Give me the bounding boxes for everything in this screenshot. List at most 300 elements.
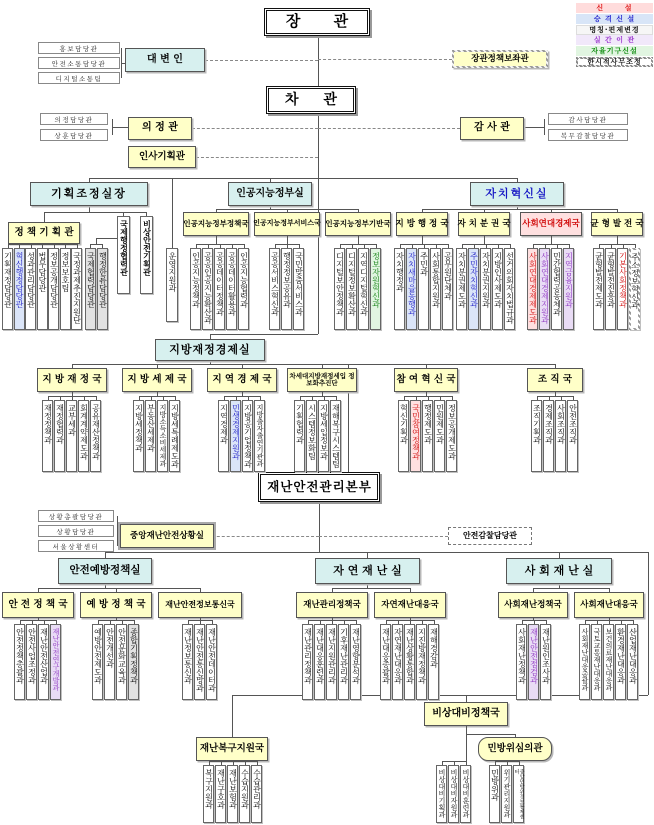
division-g_natural_resp-3: 지진방재정책과	[416, 624, 427, 700]
division-g_local_admin-3: 사회통합지원과	[430, 248, 441, 330]
connector-line	[110, 620, 111, 624]
division-g_social_policy-0: 사회재난정책과	[516, 624, 527, 700]
division-g_disaster_mgmt-3: 기후재난관리과	[338, 624, 349, 700]
connector-line	[599, 244, 600, 248]
division-g_org-3: 안전조직과	[567, 400, 578, 472]
connector-line	[519, 761, 520, 765]
division-g_balance-0: 균형발전제도과	[593, 248, 604, 330]
division-g_ai_policy-3: 공공데이터활용과	[226, 248, 237, 330]
connector-line	[534, 620, 535, 624]
bureau-g_recovery: 재난복구지원국	[196, 737, 268, 761]
staff-safety-inspector: 안전감찰담당관	[448, 527, 532, 545]
division-g_civil_defense-1: 위기관리지원과	[501, 765, 512, 823]
bureau-g_emergency: 비상대비정책국	[424, 702, 508, 726]
connector-line	[537, 396, 538, 400]
division-g_intl-0: 국제협력담당관	[85, 248, 96, 330]
division-g_region_econ-3: 지방출자출연기관과	[254, 400, 265, 472]
connector-line	[324, 396, 325, 400]
division-g_policy_plan-4: 정보공개담당관	[48, 248, 59, 330]
division-g_ops-0: 운영지원과	[166, 248, 178, 322]
office-o_jachi: 자치혁신실	[470, 182, 564, 206]
connector-line	[300, 396, 336, 397]
connector-line	[352, 244, 353, 248]
division-g_prevention-1: 안전개선과	[104, 624, 115, 700]
connector-line	[89, 178, 518, 179]
connector-line	[533, 244, 569, 245]
connector-line	[322, 392, 323, 396]
division-g_fiscal-4: 공유재산정책과	[90, 400, 101, 472]
division-g_emergency-2: 비상대비훈련과	[460, 765, 471, 823]
connector-line	[318, 59, 452, 60]
connector-line	[96, 238, 117, 239]
bureau-g_ai_service: 인공지능정부서비스국	[254, 212, 320, 236]
connector-line	[524, 127, 544, 128]
division-g_ai_service-0: 공공서비스혁신과	[269, 248, 280, 330]
division-g_balance-2: 기본사회정책과	[617, 248, 628, 330]
division-g_recovery-4: 수습관리과	[251, 765, 262, 823]
office-o_plan: 기획조정실장	[30, 182, 148, 206]
connector-line	[157, 392, 158, 396]
connector-line	[609, 618, 610, 620]
division-g_prevention-2: 안전문화교육과	[116, 624, 127, 700]
division-g_balance-3: 주소정보혁신과	[629, 248, 640, 330]
connector-line	[77, 244, 78, 248]
connector-line	[312, 396, 313, 400]
connector-line	[192, 128, 318, 129]
bureau-g_intl: 국제행정협력관	[117, 216, 130, 294]
division-g_participation-1: 국민참여정책과	[410, 400, 421, 472]
connector-line	[561, 396, 562, 400]
connector-line	[462, 244, 463, 248]
division-g_decentral-2: 자치분권지원과	[480, 248, 491, 330]
connector-line	[332, 588, 410, 589]
connector-line	[358, 236, 359, 244]
connector-line	[139, 396, 140, 400]
connector-line	[466, 695, 467, 702]
division-g_org-2: 사회조직과	[555, 400, 566, 472]
connector-line	[32, 620, 33, 624]
connector-line	[38, 618, 39, 620]
connector-line	[224, 396, 260, 397]
connector-line	[212, 620, 213, 624]
bureau-g_social_resp: 사회재난대응국	[574, 592, 644, 618]
bureau-g_decentral: 자 치 분 권 국	[458, 212, 510, 236]
division-g_balance-1: 균형발전진흥과	[605, 248, 616, 330]
division-g_org-1: 경제조직과	[543, 400, 554, 472]
aide-uijeong-1: 상훈담당관	[40, 129, 108, 141]
connector-line	[546, 620, 547, 624]
connector-line	[122, 620, 123, 624]
division-g_policy_plan-2: 성과관리담당관	[25, 248, 36, 330]
connector-line	[84, 396, 85, 400]
division-g_social_policy-2: 재난원인조사과	[540, 624, 551, 700]
connector-line	[617, 236, 618, 244]
division-g_local_admin-2: 주민과	[418, 248, 429, 330]
connector-line	[308, 620, 309, 624]
connector-line	[200, 618, 201, 620]
connector-line	[200, 620, 201, 624]
division-g_safety_policy-0: 안전정책총괄과	[14, 624, 25, 700]
division-g_social_policy-1: 재난안전점검과	[528, 624, 539, 700]
aide-spokesperson-2: 디지털소통팀	[38, 72, 120, 84]
division-g_fiscal-1: 재정협력과	[54, 400, 65, 472]
division-g_disaster_mgmt-4: 재난영향분석과	[350, 624, 361, 700]
connector-line	[404, 396, 405, 400]
connector-line	[287, 244, 288, 248]
connector-line	[205, 60, 318, 61]
staff-hr-planning: 인사기획관	[128, 146, 196, 168]
division-g_policy_plan-0: 기획재정담당관	[2, 248, 13, 330]
connector-line	[454, 761, 455, 765]
connector-line	[260, 396, 261, 400]
bureau-g_local_admin: 지 방 행 정 국	[396, 212, 448, 236]
connector-line	[210, 334, 318, 335]
division-g_ai_infra-1: 디지털정보확산과	[346, 248, 357, 330]
division-g_region_econ-2: 지방공기업정책과	[242, 400, 253, 472]
bureau-g_info_comm: 재난안전정보통신국	[158, 592, 242, 618]
connector-line	[38, 588, 200, 589]
connector-line	[410, 618, 411, 620]
connector-line	[623, 244, 624, 248]
division-g_safety_policy-1: 안전사업조정과	[26, 624, 37, 700]
connector-line	[336, 396, 337, 400]
division-g_civil_defense-2: 중앙민방위경보통제센터	[513, 765, 524, 823]
connector-line	[585, 620, 586, 624]
connector-line	[196, 244, 197, 248]
aide-situation-room-1: 상황담당관	[38, 525, 114, 537]
connector-line	[635, 244, 636, 248]
connector-line	[299, 244, 300, 248]
connector-line	[134, 620, 135, 624]
connector-line	[422, 620, 423, 624]
connector-line	[498, 244, 499, 248]
bureau-g_ai_policy: 인공지능정부정책국	[183, 212, 249, 236]
connector-line	[557, 244, 558, 248]
connector-line	[428, 396, 429, 400]
bureau-g_participation: 참 여 혁 신 국	[394, 368, 458, 392]
connector-line	[340, 244, 376, 245]
connector-line	[452, 396, 453, 400]
division-g_intl-1: 행정한류담당관	[97, 248, 108, 330]
bureau-g_prevention: 예 방 정 책 국	[80, 592, 152, 618]
vice-minister-box: 차 관	[266, 86, 356, 114]
division-g_safety_policy-2: 재난안전산업과	[38, 624, 49, 700]
division-g_ai_policy-4: 인공지능협력과	[238, 248, 249, 330]
connector-line	[416, 396, 417, 400]
division-g_disaster_mgmt-2: 재난지원관리과	[326, 624, 337, 700]
connector-line	[257, 761, 258, 765]
division-g_info_comm-2: 재난안전데이터과	[206, 624, 217, 700]
connector-line	[332, 620, 333, 624]
minister-box: 장 관	[264, 8, 370, 36]
division-g_ai_service-1: 행정정보공유과	[281, 248, 292, 330]
legend-item-green: 자율기구신설	[576, 46, 653, 56]
bureau-g_natural_resp: 자연재난대응국	[374, 592, 446, 618]
connector-line	[318, 36, 319, 86]
connector-line	[220, 244, 221, 248]
connector-line	[319, 502, 320, 552]
division-g_decentral-4: 선거의회자치법규과	[504, 248, 515, 330]
division-g_safety_policy-3: 재난안전연구개발과	[50, 624, 61, 700]
connector-line	[466, 734, 515, 735]
connector-line	[599, 244, 635, 245]
connector-line	[424, 244, 425, 248]
division-g_social_resp-0: 사회재난대응총괄과	[579, 624, 590, 700]
connector-line	[105, 552, 648, 553]
staff-audit: 감 사 관	[460, 117, 524, 140]
division-g_ai_policy-2: 공공데이터정책과	[214, 248, 225, 330]
connector-line	[398, 620, 399, 624]
division-g_ai_service-2: 국민맞춤서비스과	[293, 248, 304, 330]
division-g_policy_plan-5: 정보보호팀	[60, 248, 71, 330]
connector-line	[522, 620, 523, 624]
connector-line	[507, 761, 508, 765]
office-o_natural: 자 연 재 난 실	[315, 558, 420, 584]
division-g_nextgen-0: 기획협력과	[294, 400, 305, 472]
connector-line	[56, 620, 57, 624]
division-g_decentral-3: 지방인사제도과	[492, 248, 503, 330]
bureau-g_social_econ: 사회연대경제국	[520, 212, 582, 236]
disaster-hq-box: 재난안전관리본부	[258, 472, 380, 502]
connector-line	[48, 396, 49, 400]
connector-line	[633, 620, 634, 624]
division-g_nextgen-1: 시스템정보화팀	[306, 400, 317, 472]
legend-item-blue: 승 격 신 설	[576, 14, 653, 24]
connector-line	[209, 761, 210, 765]
connector-line	[72, 396, 73, 400]
staff-spokesperson: 대 변 인	[125, 48, 205, 72]
connector-line	[42, 244, 43, 248]
connector-line	[319, 536, 448, 537]
connector-line	[224, 396, 225, 400]
connector-line	[221, 761, 222, 765]
division-g_social_econ-2: 민간협력공동체과	[551, 248, 562, 330]
division-g_decentral-1: 주민자치혁신과	[468, 248, 479, 330]
connector-line	[422, 236, 423, 244]
division-g_nextgen-2: 지방세입정보과	[318, 400, 329, 472]
bureau-g_safety_policy: 안 전 정 책 국	[2, 592, 74, 618]
connector-line	[196, 157, 318, 158]
connector-line	[72, 392, 73, 396]
office-o_ai: 인공지능정부실	[228, 182, 312, 206]
connector-line	[44, 620, 45, 624]
connector-line	[412, 244, 413, 248]
connector-line	[245, 761, 246, 765]
legend-item-purple: 실 간 이 관	[576, 35, 653, 45]
connector-line	[248, 396, 249, 400]
division-g_fiscal-0: 재정정책과	[42, 400, 53, 472]
bureau-g_fiscal: 지 방 재 정 국	[37, 368, 107, 392]
connector-line	[236, 396, 237, 400]
connector-line	[96, 396, 97, 400]
connector-line	[611, 244, 612, 248]
connector-line	[188, 620, 189, 624]
connector-line	[54, 244, 55, 248]
division-g_disaster_mgmt-1: 재난대응훈련과	[314, 624, 325, 700]
staff-policy-advisor: 장관정책보좌관	[452, 50, 548, 68]
division-g_social_resp-3: 환경재난대응과	[615, 624, 626, 700]
connector-line	[648, 552, 649, 695]
division-g_social_econ-1: 사회연대경제지원과	[539, 248, 550, 330]
division-g_natural_resp-2: 재난상황통합과	[404, 624, 415, 700]
division-g_prevention-0: 예방안전제도과	[92, 624, 103, 700]
connector-line	[232, 244, 233, 248]
connector-line	[376, 244, 377, 248]
legend-item-red: 신 설	[576, 3, 653, 13]
division-g_natural_resp-0: 재난대응총괄과	[380, 624, 391, 700]
division-g_tax-0: 지방세정책과	[133, 400, 144, 472]
bureau-g_balance: 균 형 발 전 국	[591, 212, 643, 236]
connector-line	[434, 620, 435, 624]
connector-line	[318, 128, 460, 129]
aide-situation-room-0: 상황총괄담당관	[38, 510, 114, 522]
connector-line	[318, 178, 319, 334]
connector-line	[318, 114, 319, 178]
bureau-g_tax: 지 방 세 제 국	[122, 368, 192, 392]
connector-line	[474, 244, 475, 248]
division-g_natural_resp-4: 재해경감과	[428, 624, 439, 700]
connector-line	[60, 396, 61, 400]
connector-line	[300, 396, 301, 400]
division-g_prevention-3: 종합기획정책과	[128, 624, 139, 700]
division-g_region_econ-1: 민생경제지원과	[230, 400, 241, 472]
division-g_policy_plan-6: 국정과제추진지원단	[71, 248, 82, 330]
division-g_ai_policy-0: 인공지능정책과	[190, 248, 201, 330]
division-g_ai_policy-1: 공공인공지능확산과	[202, 248, 213, 330]
bureau-g_policy_plan: 정 책 기 획 관	[8, 222, 80, 244]
connector-line	[440, 396, 441, 400]
connector-line	[139, 396, 175, 397]
aide-uijeong-0: 의정담당관	[40, 113, 108, 125]
connector-line	[364, 244, 365, 248]
connector-line	[332, 618, 333, 620]
division-g_nextgen-3: 재해복구시스템팀	[330, 400, 341, 472]
aide-situation-room-2: 서울상황센터	[38, 540, 114, 552]
connector-line	[116, 618, 117, 620]
bureau-g_region_econ: 지 역 경 제 국	[207, 368, 277, 392]
division-g_social_resp-1: 국토교통재난대응과	[591, 624, 602, 700]
division-g_fiscal-3: 회계계약제도과	[78, 400, 89, 472]
bureau-g_org: 조 직 국	[527, 368, 583, 392]
connector-line	[163, 396, 164, 400]
division-g_fiscal-2: 교부세과	[66, 400, 77, 472]
connector-line	[555, 392, 556, 396]
connector-line	[410, 620, 411, 624]
staff-situation-room: 중앙재난안전상황실	[120, 524, 214, 548]
division-g_tax-2: 지방소득소비세제과	[157, 400, 168, 472]
connector-line	[112, 127, 128, 128]
staff-uijeong: 의 정 관	[128, 117, 192, 140]
connector-line	[344, 620, 345, 624]
legend-item-black: 명칭·편제변경	[576, 25, 653, 35]
division-g_social_resp-2: 보건의료재난대응과	[603, 624, 614, 700]
aide-spokesperson-1: 안전소통담당관	[38, 57, 120, 69]
connector-line	[242, 392, 243, 396]
bureau-g_emerg_plan: 비상안전기획관	[140, 216, 153, 294]
bureau-g_social_policy: 사회재난정책국	[498, 592, 568, 618]
connector-line	[20, 620, 56, 621]
division-g_org-0: 조직기획과	[531, 400, 542, 472]
connector-line	[20, 620, 21, 624]
division-g_tax-1: 부동산세제과	[145, 400, 156, 472]
connector-line	[486, 244, 487, 248]
division-g_decentral-0: 자치분권제도과	[456, 248, 467, 330]
connector-line	[90, 244, 102, 245]
connector-line	[533, 588, 609, 589]
division-g_participation-2: 행정제도과	[422, 400, 433, 472]
division-g_social_econ-0: 사회연대경제제도과	[527, 248, 538, 330]
division-g_emergency-0: 비상대비기획과	[436, 765, 447, 823]
connector-line	[510, 244, 511, 248]
connector-line	[8, 244, 9, 248]
connector-line	[545, 244, 546, 248]
connector-line	[216, 236, 217, 244]
connector-line	[537, 396, 573, 397]
bureau-g_ai_infra: 인공지능정부기반국	[325, 212, 391, 236]
connector-line	[208, 244, 209, 248]
division-g_ai_infra-3: 정보자원혁신과	[370, 248, 381, 330]
connector-line	[569, 244, 570, 248]
division-g_participation-4: 정보공개제도과	[446, 400, 457, 472]
connector-line	[400, 244, 401, 248]
division-g_participation-0: 혁신기획과	[398, 400, 409, 472]
aide-audit-0: 감사담당관	[548, 113, 628, 125]
connector-line	[287, 236, 288, 244]
connector-line	[442, 761, 443, 765]
office-o_social: 사 회 재 난 실	[506, 558, 612, 584]
division-g_info_comm-0: 재난정보통신과	[182, 624, 193, 700]
connector-line	[533, 618, 534, 620]
aide-audit-1: 복무감찰담당관	[548, 129, 628, 141]
division-g_social_econ-3: 지역금융지원과	[563, 248, 574, 330]
division-g_policy_plan-3: 법무담당관	[37, 248, 48, 330]
connector-line	[448, 244, 449, 248]
connector-line	[551, 236, 552, 244]
division-g_local_admin-0: 자치행정과	[394, 248, 405, 330]
connector-line	[151, 396, 152, 400]
connector-line	[98, 620, 99, 624]
aide-spokesperson-0: 홍보담당관	[38, 42, 120, 54]
connector-line	[98, 620, 134, 621]
connector-line	[72, 364, 555, 365]
division-g_recovery-2: 재난보험과	[227, 765, 238, 823]
connector-line	[495, 761, 496, 765]
division-g_policy_plan-1: 혁신행정담당관	[14, 248, 25, 330]
connector-line	[466, 761, 467, 765]
connector-line	[19, 244, 20, 248]
division-g_info_comm-1: 재난안전통신망과	[194, 624, 205, 700]
connector-line	[172, 178, 173, 248]
connector-line	[436, 244, 437, 248]
division-g_participation-3: 민원제도과	[434, 400, 445, 472]
connector-line	[549, 396, 550, 400]
bureau-g_civil_defense: 민방위심의관	[478, 737, 552, 761]
connector-line	[233, 761, 234, 765]
division-g_ai_infra-2: 지역디지털혁신과	[358, 248, 369, 330]
connector-line	[44, 212, 147, 213]
legend-item-hatch: 한시적사무조정	[587, 58, 642, 66]
connector-line	[484, 236, 485, 244]
connector-line	[426, 392, 427, 396]
connector-line	[386, 620, 387, 624]
division-g_disaster_mgmt-0: 재난관리정책과	[302, 624, 313, 700]
bureau-g_disaster_mgmt: 재난관리정책국	[296, 592, 368, 618]
connector-line	[320, 620, 321, 624]
division-g_natural_resp-1: 자연재난대응과	[392, 624, 403, 700]
connector-line	[31, 244, 32, 248]
connector-line	[175, 396, 176, 400]
division-g_social_resp-4: 산업재난대응과	[627, 624, 638, 700]
